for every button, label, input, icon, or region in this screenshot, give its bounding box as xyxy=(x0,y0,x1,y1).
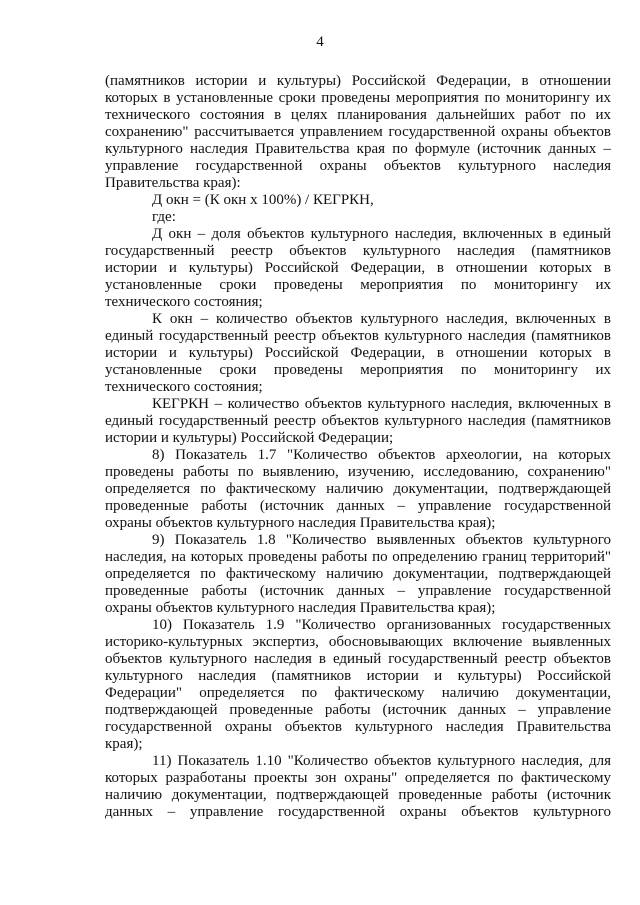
text-line: культурного наследия Правительства края по формуле (источник данных – xyxy=(105,141,611,157)
text-line: которых в установленные сроки проведены мероприятия по мониторингу их xyxy=(105,90,611,106)
definition-d-okn xyxy=(105,226,611,311)
text-line: государственный реестр объектов культурного наследия (памятников xyxy=(105,243,611,259)
text-line: проведенные работы (источник данных – управление государственной xyxy=(105,583,611,599)
text-line: К окн – количество объектов культурного наследия, включенных в xyxy=(152,311,611,327)
text-line: проведены работы по выявлению, изучению, исследованию, сохранению" xyxy=(105,464,611,480)
list-item-11 xyxy=(105,753,611,821)
text-line: историко-культурных экспертиз, обосновывающих включение выявленных xyxy=(105,634,611,650)
text-line: наследия, на которых проведены работы по определению границ территорий" xyxy=(105,549,611,565)
text-line: 10) Показатель 1.9 "Количество организованных государственных xyxy=(152,617,611,633)
text-line: 8) Показатель 1.7 "Количество объектов археологии, на которых xyxy=(152,447,611,463)
text-line: данных – управление государственной охраны объектов культурного xyxy=(105,804,611,820)
text-line: истории и культуры) Российской Федерации; xyxy=(105,430,394,446)
text-line: 11) Показатель 1.10 "Количество объектов культурного наследия, для xyxy=(152,753,611,769)
text-line: объектов культурного наследия в единый государственный реестр объектов xyxy=(105,651,611,667)
text-line: технического состояния в целях планирования дальнейших работ по их xyxy=(105,107,611,123)
page-number: 4 xyxy=(316,34,324,50)
text-line: подтверждающей проведенные работы (источник данных – управление xyxy=(105,702,611,718)
text-line: технического состояния; xyxy=(105,294,263,310)
text-line: Федерации" определяется по фактическому наличию документации, xyxy=(105,685,611,701)
text-line: Правительства края): xyxy=(105,175,241,191)
text-line: края); xyxy=(105,736,143,752)
text-line: охраны объектов культурного наследия Правительства края); xyxy=(105,515,496,531)
text-line: определяется по фактическому наличию документации, подтверждающей xyxy=(105,566,611,582)
document-body xyxy=(105,73,611,821)
text-line: определяется по фактическому наличию документации, подтверждающей xyxy=(105,481,611,497)
where-line: где: xyxy=(152,209,176,225)
text-line: технического состояния; xyxy=(105,379,263,395)
definition-k-okn xyxy=(105,311,611,396)
list-item-10 xyxy=(105,617,611,753)
text-line: охраны объектов культурного наследия Правительства края); xyxy=(105,600,496,616)
text-line: государственной охраны объектов культурного наследия Правительства xyxy=(105,719,611,735)
text-line: КЕГРКН – количество объектов культурного наследия, включенных в xyxy=(152,396,611,412)
text-line: единый государственный реестр объектов культурного наследия (памятников xyxy=(105,328,611,344)
list-item-9 xyxy=(105,532,611,617)
definition-kegrkn xyxy=(105,396,611,447)
text-line: единый государственный реестр объектов культурного наследия (памятников xyxy=(105,413,611,429)
text-line: наличию документации, подтверждающей проведенные работы (источник xyxy=(105,787,611,803)
formula xyxy=(105,192,611,209)
text-line: установленные сроки проведены мероприятия по мониторингу их xyxy=(105,277,611,293)
where-label xyxy=(105,209,611,226)
text-line: проведенные работы (источник данных – управление государственной xyxy=(105,498,611,514)
paragraph-intro xyxy=(105,73,611,192)
text-line: культурного наследия (памятников истории и культуры) Российской xyxy=(105,668,611,684)
list-item-8 xyxy=(105,447,611,532)
text-line: (памятников истории и культуры) Российской Федерации, в отношении xyxy=(105,73,611,89)
formula-line: Д окн = (К окн х 100%) / КЕГРКН, xyxy=(152,192,374,208)
text-line: истории и культуры) Российской Федерации, в отношении которых в xyxy=(105,260,611,276)
text-line: которых разработаны проекты зон охраны" определяется по фактическому xyxy=(105,770,611,786)
text-line: управление государственной охраны объектов культурного наследия xyxy=(105,158,611,174)
text-line: сохранению" рассчитывается управлением государственной охраны объектов xyxy=(105,124,611,140)
text-line: Д окн – доля объектов культурного наследия, включенных в единый xyxy=(152,226,611,242)
text-line: истории и культуры) Российской Федерации, в отношении которых в xyxy=(105,345,611,361)
text-line: установленные сроки проведены мероприятия по мониторингу их xyxy=(105,362,611,378)
text-line: 9) Показатель 1.8 "Количество выявленных объектов культурного xyxy=(152,532,611,548)
